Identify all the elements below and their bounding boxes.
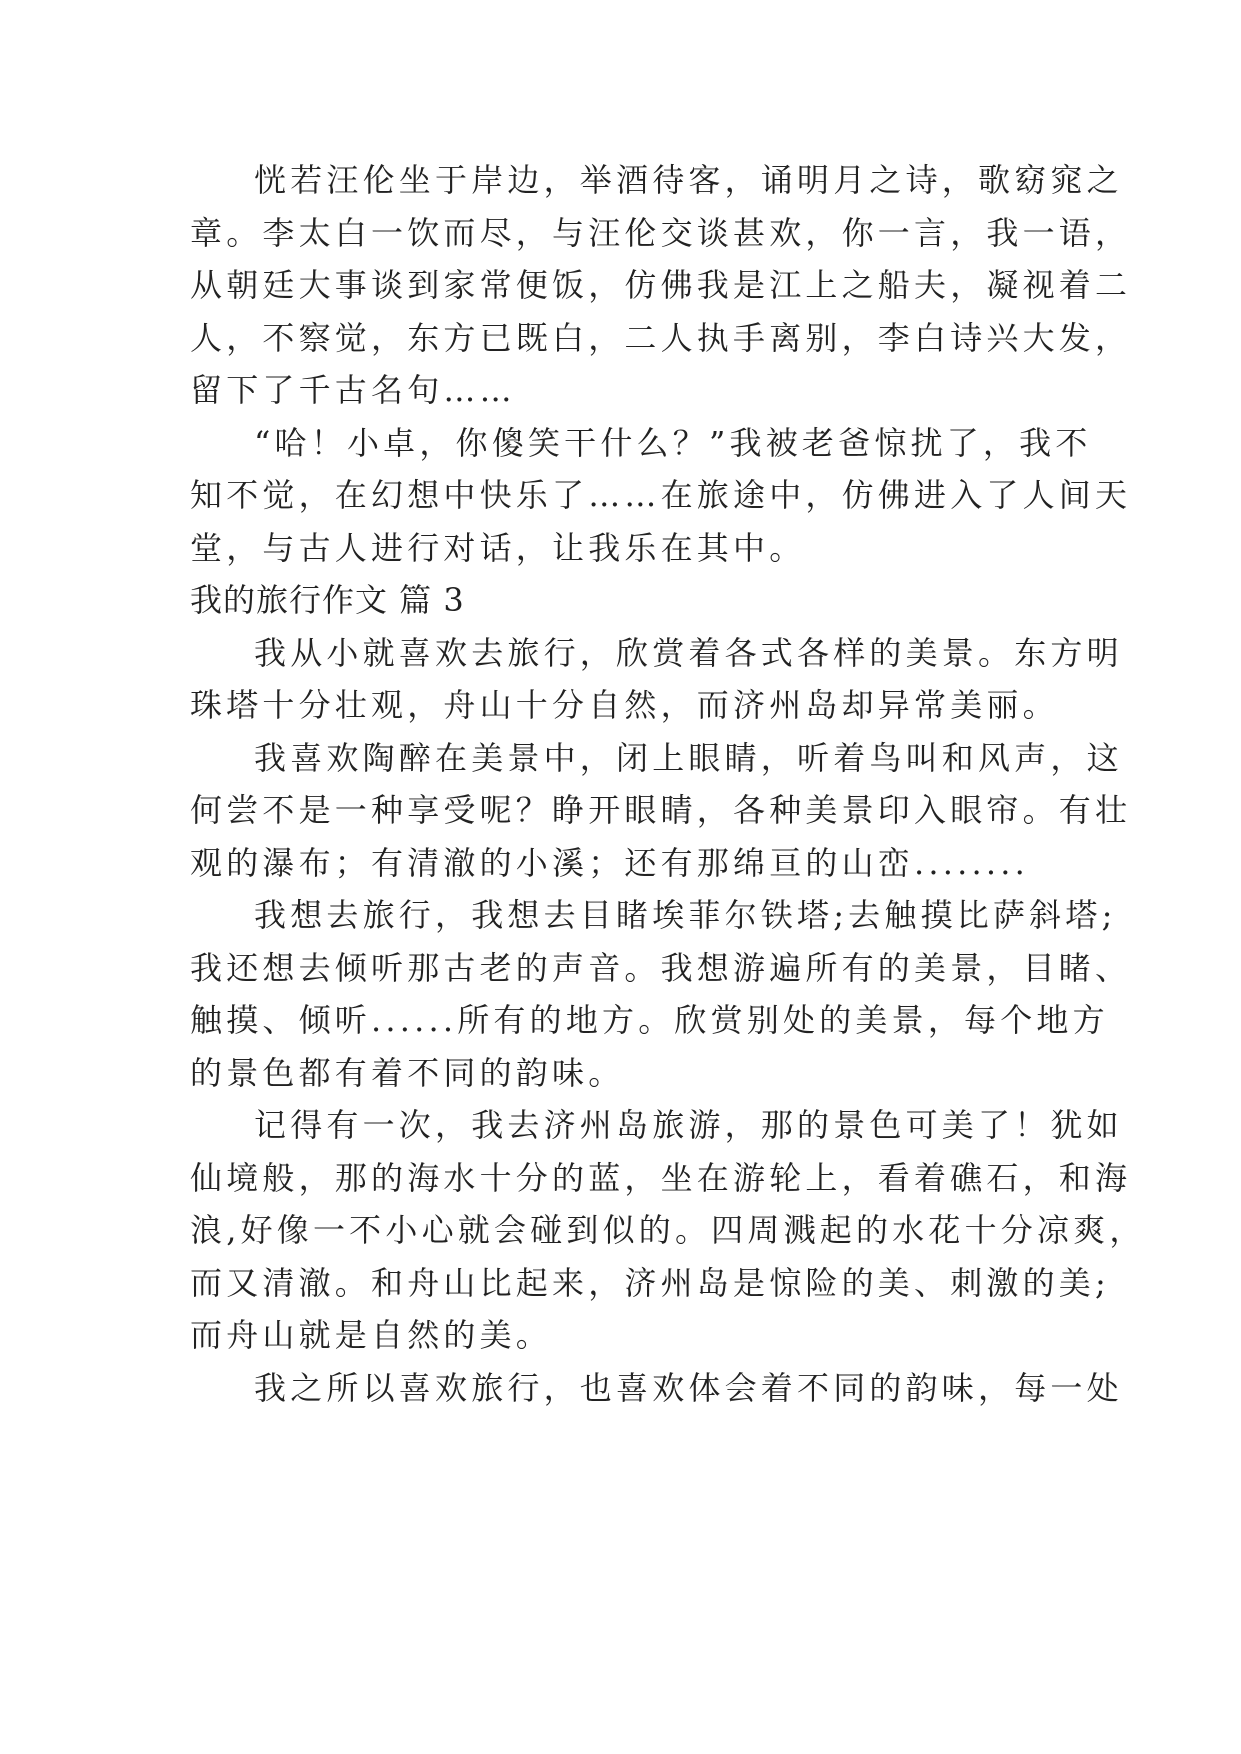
- document-text-block: [190, 154, 1146, 1414]
- paragraph-line: 观的瀑布；有清澈的小溪；还有那绵亘的山峦........: [190, 843, 1029, 882]
- paragraph-line: 知不觉，在幻想中快乐了……在旅途中，仿佛进入了人间天: [190, 476, 1132, 514]
- paragraph-line: 我从小就喜欢去旅行，欣赏着各式各样的美景。东方明: [254, 633, 1123, 672]
- paragraph-line: 从朝廷大事谈到家常便饭，仿佛我是江上之船夫，凝视着二: [190, 266, 1132, 304]
- paragraph-line: 的景色都有着不同的韵味。: [190, 1053, 625, 1092]
- paragraph-line: 我想去旅行，我想去目睹埃菲尔铁塔;去触摸比萨斜塔;: [254, 896, 1117, 934]
- paragraph-line: 恍若汪伦坐于岸边，举酒待客，诵明月之诗，歌窈窕之: [254, 161, 1123, 199]
- paragraph-line: 留下了千古名句……: [190, 371, 516, 409]
- section-heading: 我的旅行作文 篇 3: [190, 581, 465, 619]
- paragraph-line: 而又清澈。和舟山比起来，济州岛是惊险的美、刺激的美;: [190, 1263, 1110, 1302]
- paragraph-line: “哈！小卓，你傻笑干什么？”我被老爸惊扰了，我不: [254, 423, 1092, 462]
- paragraph-line: 章。李太白一饮而尽，与汪伦交谈甚欢，你一言，我一语，: [190, 213, 1132, 252]
- paragraph-line: 人，不察觉，东方已既白，二人执手离别，李白诗兴大发，: [190, 318, 1132, 357]
- paragraph-line: 触摸、倾听......所有的地方。欣赏别处的美景，每个地方: [190, 1001, 1109, 1039]
- paragraph-line: 仙境般，那的海水十分的蓝，坐在游轮上，看着礁石，和海: [190, 1158, 1132, 1197]
- paragraph-line: 而舟山就是自然的美。: [190, 1316, 553, 1354]
- paragraph-line: 堂，与古人进行对话，让我乐在其中。: [190, 528, 806, 567]
- paragraph-line: 我之所以喜欢旅行，也喜欢体会着不同的韵味，每一处: [254, 1368, 1123, 1407]
- paragraph-line: 浪,好像一不小心就会碰到似的。四周溅起的水花十分凉爽，: [190, 1211, 1146, 1249]
- paragraph-line: 我还想去倾听那古老的声音。我想游遍所有的美景，目睹、: [190, 948, 1132, 987]
- paragraph-line: 记得有一次，我去济州岛旅游，那的景色可美了！犹如: [254, 1106, 1123, 1144]
- paragraph-line: 珠塔十分壮观，舟山十分自然，而济州岛却异常美丽。: [190, 686, 1059, 724]
- paragraph-line: 何尝不是一种享受呢？睁开眼睛，各种美景印入眼帘。有壮: [190, 791, 1132, 829]
- paragraph-line: 我喜欢陶醉在美景中，闭上眼睛，听着鸟叫和风声，这: [254, 738, 1123, 777]
